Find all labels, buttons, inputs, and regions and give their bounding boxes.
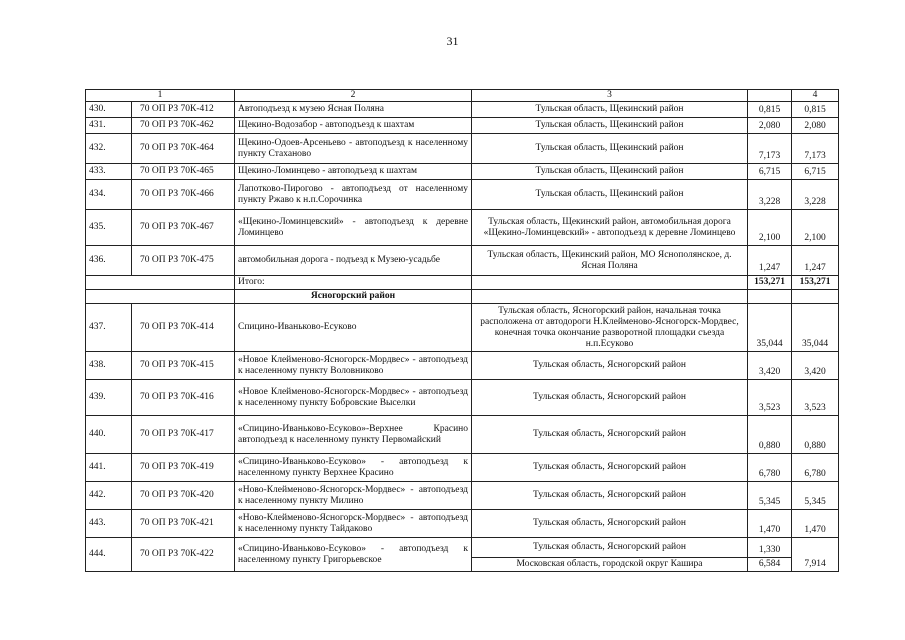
road-name: Щекино-Водозабор - автоподъезд к шахтам — [235, 118, 472, 134]
road-location: Тульская область, Ясногорский район, начальная точка расположена от автодороги Н.Клейменово-Ясногорск-Мордвес, конечная точка окончание разворотной площадки съезда н.п.Есуково — [472, 304, 748, 352]
total-length-value: 6,780 — [792, 454, 839, 482]
road-location: Тульская область, Щекинский район — [472, 134, 748, 164]
length-value: 35,044 — [748, 304, 792, 352]
road-code: 70 ОП РЗ 70К-416 — [132, 380, 235, 416]
road-name: Спицино-Иваньково-Есуково — [235, 304, 472, 352]
section-title: Ясногорский район — [235, 290, 472, 304]
header-col-empty — [748, 90, 792, 102]
road-location: Тульская область, Щекинский район — [472, 164, 748, 180]
length-value: 7,173 — [748, 134, 792, 164]
table-header-row — [86, 90, 839, 102]
total-length-value: 6,715 — [792, 164, 839, 180]
table-row — [86, 180, 839, 210]
table-row — [86, 416, 839, 454]
road-code: 70 ОП РЗ 70К-420 — [132, 482, 235, 510]
road-location: Московская область, городской округ Кашира — [472, 558, 748, 572]
length-value: 1,330 — [748, 538, 792, 558]
total-length-value: 7,173 — [792, 134, 839, 164]
length-value: 3,420 — [748, 352, 792, 380]
row-number: 442. — [86, 482, 132, 510]
road-location: Тульская область, Ясногорский район — [472, 380, 748, 416]
total-row — [86, 276, 839, 290]
road-name: «Спицино-Иваньково-Есуково» - автоподъезд к населенному пункту Григорьевское — [235, 538, 472, 572]
row-number: 430. — [86, 102, 132, 118]
road-location: Тульская область, Ясногорский район — [472, 352, 748, 380]
table-row — [86, 454, 839, 482]
row-number: 438. — [86, 352, 132, 380]
road-location: Тульская область, Щекинский район — [472, 180, 748, 210]
length-value: 0,815 — [748, 102, 792, 118]
length-value: 1,247 — [748, 246, 792, 276]
roads-table — [85, 89, 839, 572]
road-name: Щекино-Одоев-Арсеньево - автоподъезд к населенному пункту Стаханово — [235, 134, 472, 164]
road-name: «Ново-Клейменово-Ясногорск-Мордвес» - автоподъезд к населенному пункту Тайдаково — [235, 510, 472, 538]
length-value: 1,470 — [748, 510, 792, 538]
total-length-value: 153,271 — [792, 276, 839, 290]
road-code: 70 ОП РЗ 70К-464 — [132, 134, 235, 164]
road-name: «Новое Клейменово-Ясногорск-Мордвес» - автоподъезд к населенному пункту Бобровские Выселки — [235, 380, 472, 416]
row-number: 444. — [86, 538, 132, 572]
row-number: 435. — [86, 210, 132, 246]
length-value: 3,523 — [748, 380, 792, 416]
road-name: «Ново-Клейменово-Ясногорск-Мордвес» - автоподъезд к населенному пункту Милино — [235, 482, 472, 510]
row-number: 443. — [86, 510, 132, 538]
total-empty-cell — [86, 276, 235, 290]
table-row — [86, 352, 839, 380]
road-code: 70 ОП РЗ 70К-466 — [132, 180, 235, 210]
total-length-value: 0,880 — [792, 416, 839, 454]
road-name: автомобильная дорога - подъезд к Музею-усадьбе — [235, 246, 472, 276]
total-length-value: 1,470 — [792, 510, 839, 538]
total-length-value: 3,228 — [792, 180, 839, 210]
road-code: 70 ОП РЗ 70К-467 — [132, 210, 235, 246]
table-row — [86, 134, 839, 164]
road-location: Тульская область, Ясногорский район — [472, 416, 748, 454]
length-value: 6,715 — [748, 164, 792, 180]
section-empty-cell — [748, 290, 792, 304]
road-name: «Щекино-Ломинцевский» - автоподъезд к деревне Ломинцево — [235, 210, 472, 246]
length-value: 0,880 — [748, 416, 792, 454]
table-row — [86, 538, 839, 558]
header-col-3: 3 — [472, 90, 748, 102]
total-length-value: 0,815 — [792, 102, 839, 118]
road-location: Тульская область, Щекинский район — [472, 118, 748, 134]
road-location: Тульская область, Ясногорский район — [472, 510, 748, 538]
road-name: «Спицино-Иваньково-Есуково» - автоподъезд к населенному пункту Верхнее Красино — [235, 454, 472, 482]
road-code: 70 ОП РЗ 70К-412 — [132, 102, 235, 118]
road-code: 70 ОП РЗ 70К-419 — [132, 454, 235, 482]
table-row — [86, 246, 839, 276]
road-location: Тульская область, Ясногорский район — [472, 538, 748, 558]
road-code: 70 ОП РЗ 70К-417 — [132, 416, 235, 454]
header-col-2: 2 — [235, 90, 472, 102]
section-empty-cell — [86, 290, 235, 304]
road-name: Автоподъезд к музею Ясная Поляна — [235, 102, 472, 118]
total-label: Итого: — [235, 276, 472, 290]
row-number: 432. — [86, 134, 132, 164]
row-number: 439. — [86, 380, 132, 416]
road-location: Тульская область, Щекинский район, автомобильная дорога «Щекино-Ломинцевский» - автоподъезд к деревне Ломинцево — [472, 210, 748, 246]
table-row — [86, 210, 839, 246]
total-length-value: 7,914 — [792, 538, 839, 572]
length-value: 6,584 — [748, 558, 792, 572]
road-code: 70 ОП РЗ 70К-414 — [132, 304, 235, 352]
table-row — [86, 380, 839, 416]
row-number: 436. — [86, 246, 132, 276]
length-value: 6,780 — [748, 454, 792, 482]
road-code: 70 ОП РЗ 70К-462 — [132, 118, 235, 134]
road-code: 70 ОП РЗ 70К-465 — [132, 164, 235, 180]
road-code: 70 ОП РЗ 70К-421 — [132, 510, 235, 538]
length-value: 5,345 — [748, 482, 792, 510]
table-row — [86, 118, 839, 134]
table-row — [86, 102, 839, 118]
section-empty-cell — [792, 290, 839, 304]
row-number: 434. — [86, 180, 132, 210]
road-location: Тульская область, Ясногорский район — [472, 454, 748, 482]
row-number: 433. — [86, 164, 132, 180]
road-name: «Спицино-Иваньково-Есуково»-Верхнее Красино автоподъезд к населенному пункту Первомайский — [235, 416, 472, 454]
total-length-value: 35,044 — [792, 304, 839, 352]
row-number: 431. — [86, 118, 132, 134]
page-number: 31 — [446, 34, 459, 48]
total-length-value: 2,100 — [792, 210, 839, 246]
road-location: Тульская область, Щекинский район — [472, 102, 748, 118]
total-length-value: 3,420 — [792, 352, 839, 380]
road-code: 70 ОП РЗ 70К-422 — [132, 538, 235, 572]
total-length-value: 5,345 — [792, 482, 839, 510]
total-length-value: 3,523 — [792, 380, 839, 416]
total-length-value: 2,080 — [792, 118, 839, 134]
header-col-4: 4 — [792, 90, 839, 102]
table-row — [86, 482, 839, 510]
road-location: Тульская область, Ясногорский район — [472, 482, 748, 510]
road-code: 70 ОП РЗ 70К-415 — [132, 352, 235, 380]
length-value: 2,100 — [748, 210, 792, 246]
header-col-1: 1 — [86, 90, 235, 102]
road-location: Тульская область, Щекинский район, МО Яснополянское, д. Ясная Поляна — [472, 246, 748, 276]
total-length-value: 153,271 — [748, 276, 792, 290]
row-number: 441. — [86, 454, 132, 482]
total-empty-cell — [472, 276, 748, 290]
row-number: 440. — [86, 416, 132, 454]
table-row — [86, 510, 839, 538]
section-row — [86, 290, 839, 304]
table-row — [86, 164, 839, 180]
row-number: 437. — [86, 304, 132, 352]
total-length-value: 1,247 — [792, 246, 839, 276]
length-value: 3,228 — [748, 180, 792, 210]
road-name: «Новое Клейменово-Ясногорск-Мордвес» - автоподъезд к населенному пункту Воловниково — [235, 352, 472, 380]
table-row — [86, 304, 839, 352]
road-name: Щекино-Ломинцево - автоподъезд к шахтам — [235, 164, 472, 180]
road-code: 70 ОП РЗ 70К-475 — [132, 246, 235, 276]
length-value: 2,080 — [748, 118, 792, 134]
section-empty-cell — [472, 290, 748, 304]
road-name: Лапотково-Пирогово - автоподъезд от населенному пункту Ржаво к н.п.Сорочинка — [235, 180, 472, 210]
